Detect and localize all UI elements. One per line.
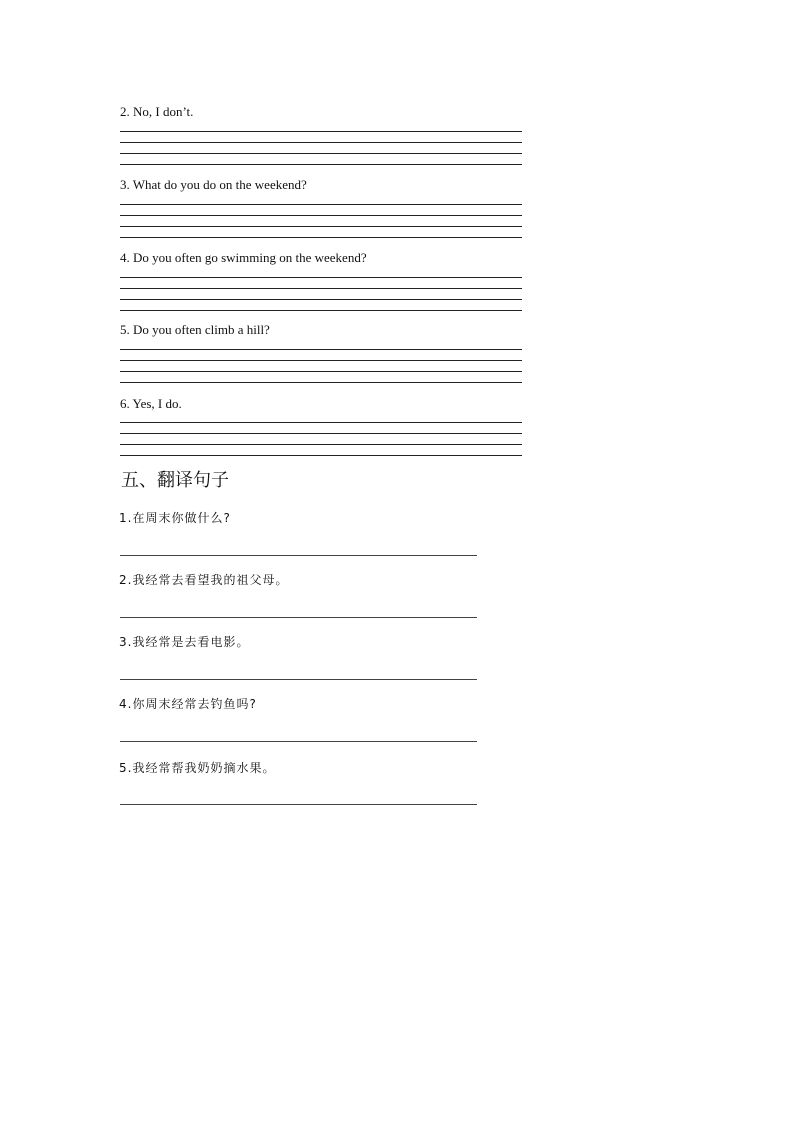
writing-line[interactable] — [120, 226, 522, 227]
writing-line[interactable] — [120, 360, 522, 361]
answer-line[interactable] — [120, 617, 477, 618]
translate-item-5: 5.我经常帮我奶奶摘水果。 — [119, 761, 276, 775]
writing-line[interactable] — [120, 277, 522, 278]
writing-line[interactable] — [120, 422, 522, 423]
translate-item-1: 1.在周末你做什么? — [119, 511, 231, 525]
writing-line[interactable] — [120, 455, 522, 456]
writing-line[interactable] — [120, 131, 522, 132]
question-5: 5. Do you often climb a hill? — [120, 322, 270, 337]
writing-line[interactable] — [120, 349, 522, 350]
writing-line[interactable] — [120, 153, 522, 154]
translate-item-2: 2.我经常去看望我的祖父母。 — [119, 573, 289, 587]
answer-line[interactable] — [120, 555, 477, 556]
writing-line[interactable] — [120, 215, 522, 216]
writing-line[interactable] — [120, 299, 522, 300]
writing-line[interactable] — [120, 444, 522, 445]
writing-line[interactable] — [120, 382, 522, 383]
translate-item-4: 4.你周末经常去钓鱼吗? — [119, 697, 257, 711]
question-3: 3. What do you do on the weekend? — [120, 177, 307, 192]
translate-item-3: 3.我经常是去看电影。 — [119, 635, 250, 649]
writing-line[interactable] — [120, 142, 522, 143]
answer-line[interactable] — [120, 679, 477, 680]
writing-line[interactable] — [120, 433, 522, 434]
writing-line[interactable] — [120, 310, 522, 311]
writing-line[interactable] — [120, 237, 522, 238]
question-6: 6. Yes, I do. — [120, 396, 182, 411]
section-title: 五、翻译句子 — [121, 470, 229, 491]
writing-line[interactable] — [120, 204, 522, 205]
writing-line[interactable] — [120, 371, 522, 372]
writing-line[interactable] — [120, 164, 522, 165]
answer-line[interactable] — [120, 804, 477, 805]
question-2: 2. No, I don’t. — [120, 104, 194, 119]
answer-line[interactable] — [120, 741, 477, 742]
writing-line[interactable] — [120, 288, 522, 289]
question-4: 4. Do you often go swimming on the weekend? — [120, 250, 367, 265]
